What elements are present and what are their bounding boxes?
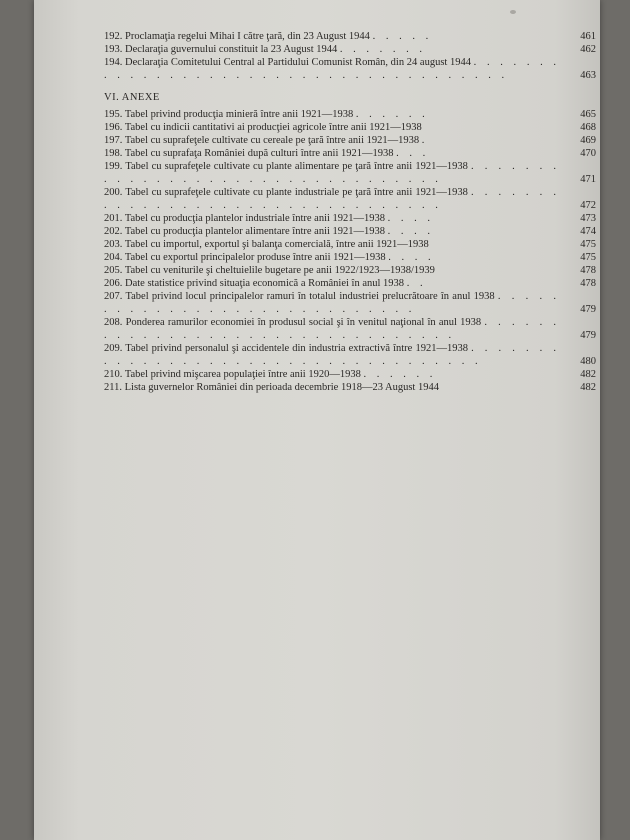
entry-title: Tabel cu producţia plantelor alimentare între anii 1921—1938 [124, 226, 386, 237]
leader-dots: . . . . [387, 213, 435, 224]
toc-entry [104, 147, 596, 160]
entry-title: Tabel privind locul principalelor ramuri în totalul industriei prelucrătoare în anul 1938 [125, 291, 495, 302]
leader-dots: . . . . . . . . . . . . . . . . . . . . . . . . . . . . . . . . . [104, 161, 561, 185]
toc-entry [104, 56, 596, 82]
leader-dots: . . . . . . [363, 369, 437, 380]
entry-title: Proclamaţia regelui Mihai I către ţară, din 23 August 1944 [125, 31, 370, 42]
entry-page-number: 470 [580, 148, 596, 159]
leader-dots: . . . . . . . [339, 44, 427, 55]
entry-number: 195. [104, 109, 123, 120]
toc-annex-list [104, 108, 596, 394]
leader-dots: . . . . . . [355, 109, 429, 120]
entry-title: Declaraţia Comitetului Central al Partidului Comunist Român, din 24 august 1944 [125, 57, 471, 68]
toc-entry [104, 342, 596, 368]
entry-title: Tabel cu exportul principalelor produse între anii 1921—1938 [124, 252, 386, 263]
entry-number: 210. [104, 369, 123, 380]
leader-dots: . . . . . . . . . . . . . . . . . . . . . . . . . . . . . . . . . . . . [104, 343, 561, 367]
entry-number: 203. [104, 239, 123, 250]
toc-entry [104, 134, 596, 147]
ink-smudge [510, 10, 516, 14]
entry-number: 199. [104, 161, 123, 172]
entry-title: Tabel cu veniturile şi cheltuielile bugetare pe anii 1922/1923—1938/1939 [124, 265, 435, 276]
entry-number: 206. [104, 278, 123, 289]
entry-number: 197. [104, 135, 123, 146]
entry-number: 194. [104, 57, 123, 68]
leader-dots: . . . . . . . . . . . . . . . . . . . . . . . . . . . . . . . . . . . . . . [104, 57, 561, 81]
entry-page-number: 474 [580, 226, 596, 237]
leader-dots: . . . . [388, 252, 435, 263]
entry-page-number: 463 [580, 70, 596, 81]
leader-dots: . . [406, 278, 427, 289]
entry-title: Tabel privind mişcarea populaţiei între anii 1920—1938 [124, 369, 361, 380]
entry-page-number: 478 [580, 278, 596, 289]
leader-dots: . . . [396, 148, 430, 159]
entry-number: 209. [104, 343, 123, 354]
entry-page-number: 462 [580, 44, 596, 55]
toc-entry [104, 186, 596, 212]
toc-entry [104, 251, 596, 264]
toc-entry [104, 212, 596, 225]
entry-page-number: 461 [580, 31, 596, 42]
book-page [34, 0, 600, 840]
entry-number: 202. [104, 226, 123, 237]
entry-page-number: 468 [580, 122, 596, 133]
entry-title: Date statistice privind situaţia economică a României în anul 1938 [125, 278, 405, 289]
entry-number: 208. [104, 317, 123, 328]
entry-page-number: 472 [580, 200, 596, 211]
toc-entry [104, 160, 596, 186]
leader-dots: . . . . . . . . . . . . . . . . . . . . . . . . . . . . . [104, 291, 561, 315]
leader-dots: . . . . [387, 226, 435, 237]
toc-entry [104, 316, 596, 342]
entry-page-number: 475 [580, 252, 596, 263]
entry-page-number: 473 [580, 213, 596, 224]
toc-entry [104, 368, 596, 381]
entry-number: 207. [104, 291, 123, 302]
entry-title: Tabel cu importul, exportul şi balanţa comercială, între anii 1921—1938 [124, 239, 429, 250]
entry-title: Tabel cu suprafeţele cultivate cu plante industriale pe ţară între anii 1921—1938 [125, 187, 468, 198]
entry-number: 198. [104, 148, 123, 159]
entry-page-number: 480 [580, 356, 596, 367]
table-of-contents [104, 30, 596, 394]
entry-page-number: 475 [580, 239, 596, 250]
toc-entry [104, 43, 596, 56]
section-heading: VI. ANEXE [104, 92, 160, 103]
entry-number: 193. [104, 44, 123, 55]
toc-entry [104, 277, 596, 290]
leader-dots: . . . . . . . . . . . . . . . . . . . . . . . . . . . . . . . . . [104, 187, 561, 211]
entry-number: 205. [104, 265, 123, 276]
entry-number: 196. [104, 122, 123, 133]
entry-page-number: 465 [580, 109, 596, 120]
leader-dots: . . . . . . . . . . . . . . . . . . . . . . . . . . . . . . . . . [104, 317, 561, 341]
toc-entry [104, 238, 596, 251]
toc-entry [104, 30, 596, 43]
entry-number: 204. [104, 252, 123, 263]
toc-top-list [104, 30, 596, 82]
toc-entry [104, 225, 596, 238]
entry-page-number: 479 [580, 304, 596, 315]
entry-title: Lista guvernelor României din perioada decembrie 1918—23 August 1944 [124, 382, 439, 393]
entry-title: Tabel cu producţia plantelor industriale între anii 1921—1938 [124, 213, 386, 224]
entry-title: Tabel cu suprafeţele cultivate cu cereale pe ţară între anii 1921—1938 [124, 135, 420, 146]
entry-number: 201. [104, 213, 123, 224]
toc-entry [104, 381, 596, 394]
entry-page-number: 482 [580, 369, 596, 380]
entry-title: Ponderea ramurilor economiei în produsul social şi în venitul naţional în anul 1938 [125, 317, 482, 328]
entry-page-number: 478 [580, 265, 596, 276]
toc-entry [104, 264, 596, 277]
entry-page-number: 482 [580, 382, 596, 393]
entry-page-number: 469 [580, 135, 596, 146]
leader-dots: . [421, 135, 429, 146]
entry-number: 192. [104, 31, 123, 42]
entry-title: Tabel cu suprafaţa României după culturi între anii 1921—1938 [124, 148, 394, 159]
entry-page-number: 479 [580, 330, 596, 341]
entry-title: Tabel cu suprafeţele cultivate cu plante alimentare pe ţară între anii 1921—1938 [125, 161, 468, 172]
entry-page-number: 471 [580, 174, 596, 185]
entry-number: 200. [104, 187, 123, 198]
toc-entry [104, 121, 596, 134]
entry-title: Declaraţia guvernului constituit la 23 August 1944 [125, 44, 338, 55]
toc-entry [104, 290, 596, 316]
entry-title: Tabel privind personalul şi accidentele din industria extractivă între 1921—1938 [125, 343, 468, 354]
leader-dots: . . . . . [372, 31, 433, 42]
entry-title: Tabel privind producţia minieră între anii 1921—1938 [124, 109, 354, 120]
toc-entry [104, 108, 596, 121]
entry-number: 211. [104, 382, 122, 393]
entry-title: Tabel cu indicii cantitativi ai producţiei agricole între anii 1921—1938 [124, 122, 422, 133]
